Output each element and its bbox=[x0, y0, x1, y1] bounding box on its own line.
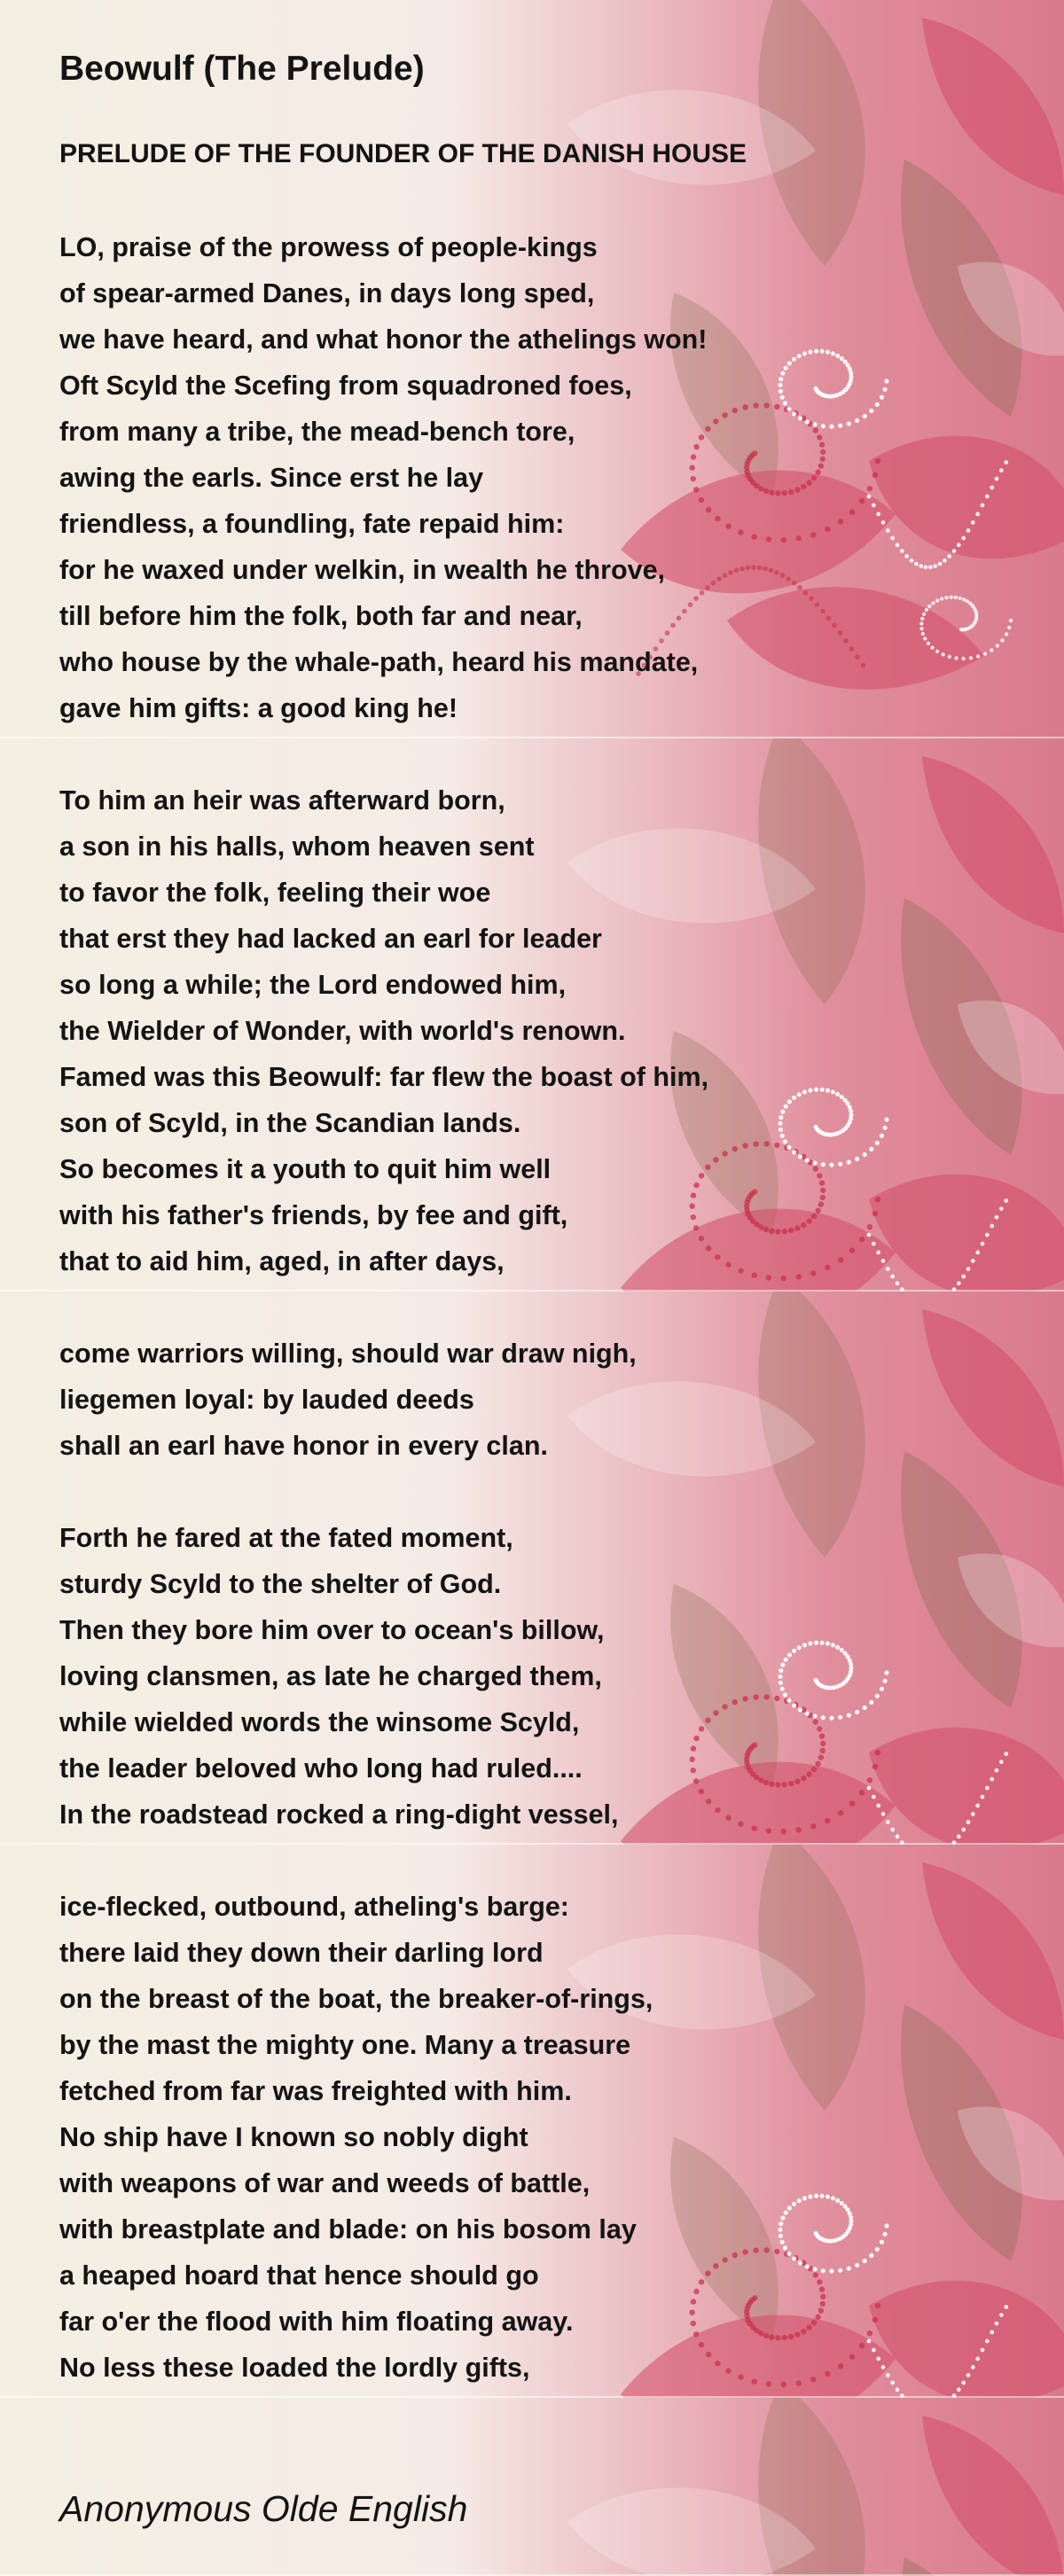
poem-line: while wielded words the winsome Scyld, bbox=[59, 1707, 580, 1737]
poem-line: Then they bore him over to ocean's billow, bbox=[59, 1615, 605, 1645]
poem-line: shall an earl have honor in every clan. bbox=[59, 1431, 548, 1461]
poem-line: the Wielder of Wonder, with world's renown. bbox=[59, 1016, 626, 1046]
poem-line: son of Scyld, in the Scandian lands. bbox=[59, 1108, 521, 1138]
poem-author: Anonymous Olde English bbox=[59, 2488, 468, 2529]
poem-line: with weapons of war and weeds of battle, bbox=[59, 2168, 591, 2198]
stanza-1 bbox=[59, 224, 707, 731]
poem-line: fetched from far was freighted with him. bbox=[59, 2076, 572, 2106]
stanza-5 bbox=[59, 1884, 653, 2391]
poem-line: that to aid him, aged, in after days, bbox=[59, 1246, 505, 1276]
poem-line: loving clansmen, as late he charged them, bbox=[59, 1661, 602, 1691]
poem-line: sturdy Scyld to the shelter of God. bbox=[59, 1569, 502, 1599]
poem-line: LO, praise of the prowess of people-kings bbox=[59, 232, 598, 262]
stanza-2 bbox=[59, 777, 708, 1284]
poem-line: with breastplate and blade: on his bosom lay bbox=[59, 2214, 637, 2244]
poem-line: ice-flecked, outbound, atheling's barge: bbox=[59, 1892, 569, 1922]
poem-subtitle: PRELUDE OF THE FOUNDER OF THE DANISH HOUSE bbox=[59, 139, 747, 168]
poem-line: a son in his halls, whom heaven sent bbox=[59, 831, 535, 862]
poem-line: there laid they down their darling lord bbox=[59, 1938, 544, 1968]
poem-line: friendless, a foundling, fate repaid him: bbox=[59, 509, 565, 539]
poem-line: we have heard, and what honor the athelings won! bbox=[59, 324, 708, 355]
poem-line: Famed was this Beowulf: far flew the boast of him, bbox=[59, 1062, 709, 1092]
poem-line: that erst they had lacked an earl for leader bbox=[59, 924, 602, 954]
poem-line: for he waxed under welkin, in wealth he throve, bbox=[59, 555, 666, 585]
stanza-4 bbox=[59, 1515, 619, 1838]
poem-line: from many a tribe, the mead-bench tore, bbox=[59, 417, 575, 447]
poem-line: No ship have I known so nobly dight bbox=[59, 2122, 528, 2152]
poem-line: In the roadstead rocked a ring-dight vessel, bbox=[59, 1799, 619, 1830]
poem-line: Oft Scyld the Scefing from squadroned foes, bbox=[59, 371, 632, 401]
poem-line: gave him gifts: a good king he! bbox=[59, 693, 458, 723]
poem-line: awing the earls. Since erst he lay bbox=[59, 463, 484, 493]
poem-line: who house by the whale-path, heard his mandate, bbox=[59, 647, 699, 677]
poem-line: of spear-armed Danes, in days long sped, bbox=[59, 278, 595, 308]
poem-line: liegemen loyal: by lauded deeds bbox=[59, 1385, 474, 1415]
poem-line: To him an heir was afterward born, bbox=[59, 785, 505, 816]
poem-line: the leader beloved who long had ruled.... bbox=[59, 1753, 583, 1784]
poem-line: by the mast the mighty one. Many a treasure bbox=[59, 2030, 631, 2060]
poem-line: to favor the folk, feeling their woe bbox=[59, 878, 491, 908]
poem-line: so long a while; the Lord endowed him, bbox=[59, 970, 567, 1000]
poem-line: come warriors willing, should war draw nigh, bbox=[59, 1339, 637, 1369]
poem-line: No less these loaded the lordly gifts, bbox=[59, 2353, 530, 2383]
poem-line: a heaped hoard that hence should go bbox=[59, 2260, 539, 2291]
poem-line: So becomes it a youth to quit him well bbox=[59, 1154, 552, 1184]
poem-line: far o'er the flood with him floating away. bbox=[59, 2307, 574, 2337]
poem-line: with his father's friends, by fee and gift, bbox=[59, 1200, 568, 1230]
poem-title: Beowulf (The Prelude) bbox=[59, 50, 425, 88]
poem-line: on the breast of the boat, the breaker-of-rings, bbox=[59, 1984, 653, 2014]
poem-line: Forth he fared at the fated moment, bbox=[59, 1523, 513, 1553]
stanza-3 bbox=[59, 1331, 637, 1469]
poem-line: till before him the folk, both far and near, bbox=[59, 601, 583, 631]
